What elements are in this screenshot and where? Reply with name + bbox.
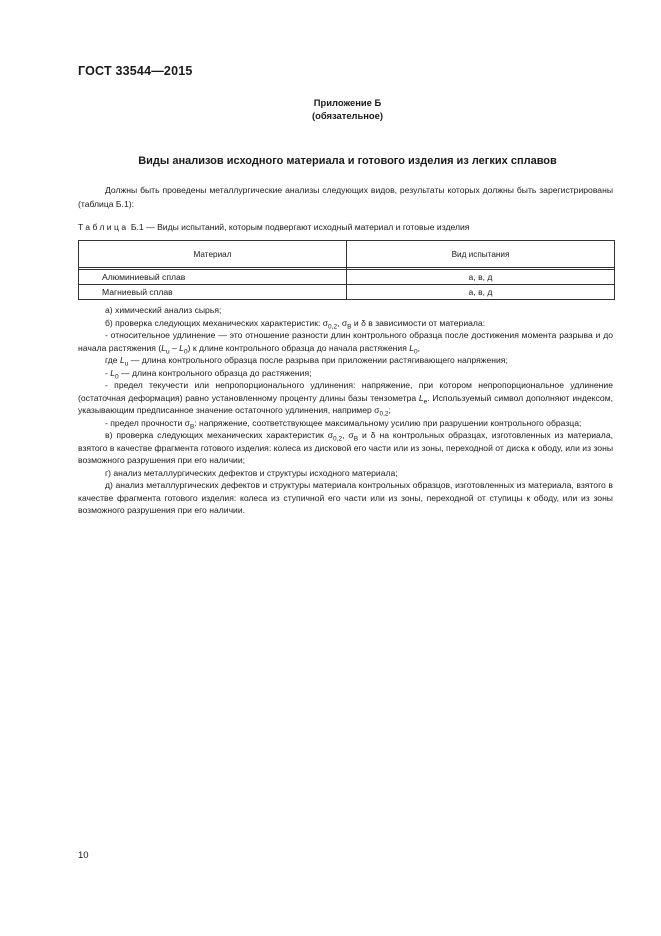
cell-tests: а, в, д — [347, 285, 615, 300]
column-header-material: Материал — [79, 241, 347, 268]
strength-definition: - предел прочности $\sigma_В$: напряжение, соответствующее максимальному усилию при разрушении контрольного образца; — [105, 417, 582, 431]
column-header-test-type: Вид испытания — [347, 241, 615, 268]
table-row — [79, 270, 615, 285]
item-g: г) анализ металлургических дефектов и структуры исходного материала; — [105, 467, 398, 478]
item-b: б) проверка следующих механических характеристик: $\sigma_{0,2}$, $\sigma_В$ и δ в зависимости от материала: — [105, 317, 486, 331]
table-row — [79, 285, 615, 300]
cell-material: Алюминиевый сплав — [79, 270, 347, 285]
cell-tests: а, в, д — [347, 270, 615, 285]
lu-definition: где $L_u$ — длина контрольного образца после разрыва при приложении растягивающего напряжения; — [105, 355, 508, 368]
cell-material: Магниевый сплав — [79, 285, 347, 300]
section-title: Виды анализов исходного материала и готового изделия из легких сплавов — [138, 155, 557, 167]
item-v: в) проверка следующих механических характеристик $\sigma_{0,2}$, $\sigma_В$ и δ на контрольных образцах, изготовленных из материала, взятого в качестве фрагмента готового изделия: колеса из дисковой его части или из зоны, переходной от диска к ободу, или из зоны возможного разрушения при его наличии; — [78, 430, 613, 465]
appendix-title: Приложение Б — [313, 97, 382, 108]
appendix-status: (обязательное) — [312, 110, 383, 121]
item-a: а) химический анализ сырья; — [105, 305, 222, 315]
intro-paragraph: Должны быть проведены металлургические анализы следующих видов, результаты которых должны быть зарегистрированы (таблица Б.1): — [78, 185, 613, 209]
l0-definition: - $L_0$ — длина контрольного образца до растяжения; — [105, 367, 312, 381]
yield-definition: - предел текучести или непропорционального удлинения: напряжение, при котором непропорциональное удлинение (остаточная деформация) равно установленному проценту длины базы тензометра $L_e$. Используемый символ дополняют индексом, указывающим предписанное значение остаточного удлинения, например $\sigma_{0,2}$; — [78, 380, 613, 418]
body-text — [78, 304, 613, 517]
table-header-row — [79, 241, 615, 268]
standard-header: ГОСТ 33544—2015 — [78, 64, 193, 78]
table-caption-text: Б.1 — Виды испытаний, которым подвергают исходный материал и готовые изделия — [128, 222, 470, 232]
table-caption-label: Таблица — [78, 222, 129, 232]
elongation-definition: - относительное удлинение — это отношение разности длин контрольного образца после достижения момента разрыва и до начала растяжения $(L_u - L_0)$ к длине контрольного образца до начала растяжения $L_0$, — [78, 330, 613, 356]
page-number: 10 — [78, 850, 89, 861]
table-caption — [78, 222, 469, 232]
test-types-table — [78, 240, 615, 300]
item-d: д) анализ металлургических дефектов и структуры материала контрольных образцов, изготовленных из материала, взятого в качестве фрагмента готового изделия: колеса из ступичной его части или из зоны, переходной от ступицы к ободу, или из зоны возможного разрушения при его наличии. — [78, 480, 613, 515]
appendix-heading — [0, 96, 661, 122]
